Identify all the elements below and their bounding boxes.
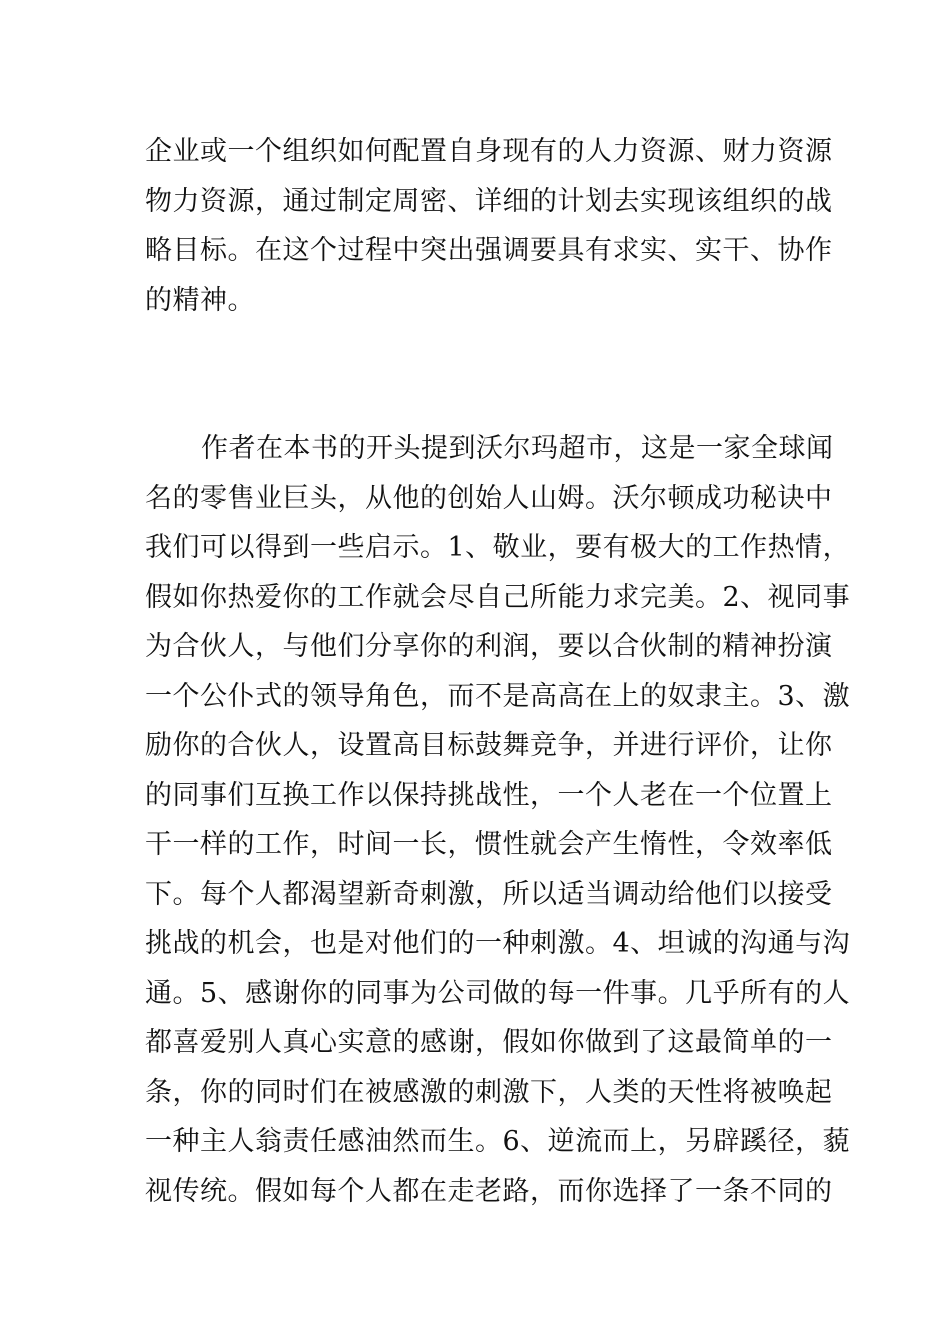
paragraph-line: 作者在本书的开头提到沃尔玛超市，这是一家全球闻 bbox=[201, 433, 834, 464]
paragraph-line: 挑战的机会，也是对他们的一种刺激。4、坦诚的沟通与沟 bbox=[145, 928, 851, 959]
paragraph-line: 视传统。假如每个人都在走老路，而你选择了一条不同的 bbox=[145, 1175, 833, 1207]
paragraph-line: 假如你热爱你的工作就会尽自己所能力求完美。2、视同事 bbox=[145, 581, 851, 613]
paragraph-1 bbox=[145, 127, 833, 325]
paragraph-line: 为合伙人，与他们分享你的利润，要以合伙制的精神扮演 bbox=[145, 631, 833, 662]
paragraph-line: 企业或一个组织如何配置自身现有的人力资源、财力资源 bbox=[145, 136, 833, 167]
paragraph-line: 条，你的同时们在被感激的刺激下，人类的天性将被唤起 bbox=[145, 1076, 833, 1108]
paragraph-line: 干一样的工作，时间一长，惯性就会产生惰性，令效率低 bbox=[145, 829, 833, 860]
paragraph-line: 的精神。 bbox=[145, 284, 255, 316]
paragraph-line: 都喜爱别人真心实意的感谢，假如你做到了这最简单的一 bbox=[145, 1027, 833, 1058]
paragraph-line: 物力资源，通过制定周密、详细的计划去实现该组织的战 bbox=[145, 185, 833, 217]
paragraph-line: 下。每个人都渴望新奇刺激，所以适当调动给他们以接受 bbox=[145, 878, 833, 910]
paragraph-line: 励你的合伙人，设置高目标鼓舞竞争，并进行评价，让你 bbox=[145, 730, 833, 761]
paragraph-line: 略目标。在这个过程中突出强调要具有求实、实干、协作 bbox=[145, 235, 833, 266]
paragraph-2 bbox=[145, 424, 851, 1216]
paragraph-line: 我们可以得到一些启示。1、敬业，要有极大的工作热情， bbox=[145, 532, 851, 563]
paragraph-line: 一种主人翁责任感油然而生。6、逆流而上，另辟蹊径，藐 bbox=[145, 1126, 851, 1157]
paragraph-line: 一个公仆式的领导角色，而不是高高在上的奴隶主。3、激 bbox=[145, 680, 851, 712]
paragraph-line: 的同事们互换工作以保持挑战性，一个人老在一个位置上 bbox=[145, 779, 833, 811]
paragraph-line: 名的零售业巨头，从他的创始人山姆。沃尔顿成功秘诀中 bbox=[145, 482, 833, 514]
paragraph-line: 通。5、感谢你的同事为公司做的每一件事。几乎所有的人 bbox=[145, 977, 851, 1009]
